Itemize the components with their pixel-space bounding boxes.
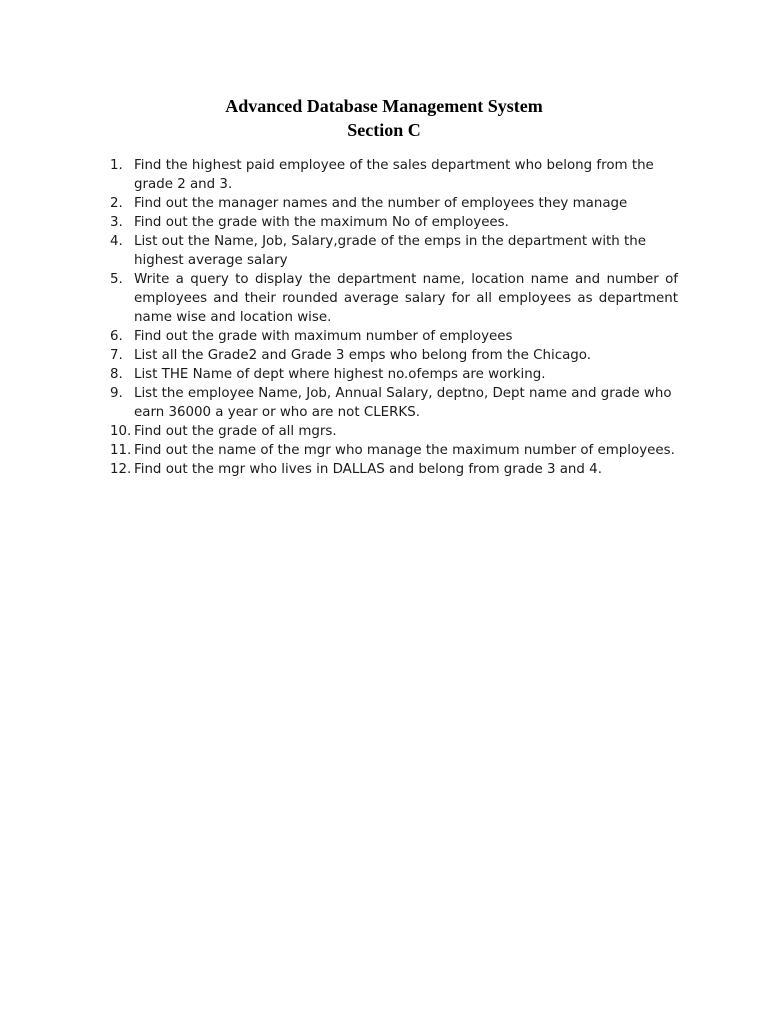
title-block [0, 94, 768, 142]
question-item [110, 232, 678, 270]
question-number: 1. [110, 158, 123, 173]
question-item [110, 327, 678, 346]
question-number: 4. [110, 234, 123, 249]
question-item [110, 346, 678, 365]
question-item [110, 365, 678, 384]
question-item [110, 194, 678, 213]
question-item [110, 422, 678, 441]
question-text: Write a query to display the department name, location name and number of employees and their rounded average salary for all employees as department name wise and location wise. [134, 272, 678, 325]
question-number: 3. [110, 215, 123, 230]
question-number: 9. [110, 386, 123, 401]
question-text: Find the highest paid employee of the sales department who belong from the grade 2 and 3. [134, 158, 654, 192]
question-item [110, 384, 678, 422]
question-text: Find out the name of the mgr who manage the maximum number of employees. [134, 443, 675, 458]
question-item [110, 460, 678, 479]
question-number: 5. [110, 272, 123, 287]
question-number: 11. [110, 443, 132, 458]
question-text: List out the Name, Job, Salary,grade of the emps in the department with the highest average salary [134, 234, 647, 268]
question-number: 12. [110, 462, 132, 477]
question-text: Find out the manager names and the number of employees they manage [134, 196, 628, 211]
question-text: Find out the grade with the maximum No of employees. [134, 215, 509, 230]
question-text: Find out the mgr who lives in DALLAS and belong from grade 3 and 4. [134, 462, 602, 477]
question-number: 2. [110, 196, 123, 211]
question-number: 7. [110, 348, 123, 363]
question-text: List THE Name of dept where highest no.ofemps are working. [134, 367, 546, 382]
question-number: 10. [110, 424, 132, 439]
question-number: 6. [110, 329, 123, 344]
question-text: List the employee Name, Job, Annual Salary, deptno, Dept name and grade who earn 36000 a year or who are not CLERKS. [134, 386, 672, 420]
question-text: Find out the grade of all mgrs. [134, 424, 337, 439]
question-item [110, 441, 678, 460]
question-text: Find out the grade with maximum number of employees [134, 329, 513, 344]
question-item [110, 213, 678, 232]
question-item [110, 270, 678, 327]
question-text: List all the Grade2 and Grade 3 emps who belong from the Chicago. [134, 348, 591, 363]
question-number: 8. [110, 367, 123, 382]
section-heading: Section C [347, 120, 421, 140]
question-item [110, 156, 678, 194]
document-title: Advanced Database Management System [225, 96, 543, 116]
question-list [110, 156, 678, 479]
